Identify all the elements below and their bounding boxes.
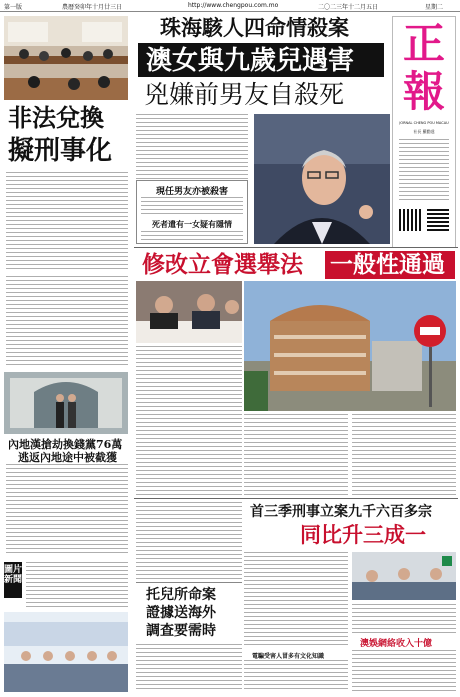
bottom-right-body: [352, 604, 456, 634]
weekday: 星期二: [425, 4, 444, 11]
side-story-body: [6, 464, 128, 556]
side-story-headline[interactable]: 內地漢搶劫換錢黨76萬: [8, 438, 123, 451]
banner-headline-left[interactable]: 修改立會選舉法: [142, 251, 303, 278]
bottom-center-body: [136, 644, 242, 692]
crime-body-left: [136, 502, 242, 580]
box-story-title: 現任男友亦被殺害: [155, 187, 228, 197]
banner-headline-right[interactable]: 一般性通過: [330, 251, 445, 278]
lunar-date: 農曆癸卯年十月廿三日: [62, 4, 123, 11]
box-story[interactable]: [136, 180, 248, 244]
mid-body-3: [352, 414, 456, 496]
crime-body-mid: [244, 552, 348, 648]
page-label: 第一版: [4, 4, 23, 11]
bottom-right-body-2: [352, 650, 456, 692]
side-story-subheadline[interactable]: 逃返內地途中被截獲: [18, 451, 117, 464]
box-story-subtitle: 死者遺有一女疑有隱情: [152, 219, 232, 229]
footer-note[interactable]: 電騙受害人冒多有文化知識: [252, 653, 325, 660]
meeting-photo: [4, 16, 128, 100]
masthead-sub: JORNAL CHENG POU MACAU: [399, 121, 449, 125]
box-story-body: [141, 197, 243, 217]
qr-code-icon[interactable]: [399, 209, 421, 231]
masthead-info: [399, 139, 449, 203]
divider: [136, 582, 242, 583]
issue-date: 二〇二三年十二月五日: [318, 4, 379, 11]
photo-news-body: [26, 562, 128, 610]
council-building-photo: [244, 281, 456, 411]
bottom-headline-3[interactable]: 調查要需時: [146, 623, 216, 639]
masthead-char-1: 正: [402, 19, 445, 68]
top-bar: [0, 0, 460, 12]
masthead-small: 社長 羅勤達: [413, 129, 435, 134]
official-portrait: [254, 114, 390, 244]
mid-body-2: [244, 414, 348, 496]
site-url[interactable]: http://www.chengpou.com.mo: [188, 2, 279, 9]
street-photo: [4, 372, 128, 434]
divider: [134, 247, 458, 248]
mid-body: [136, 346, 242, 496]
council-photo: [136, 281, 242, 343]
bottom-right-headline[interactable]: 澳娛網絡收入十億: [360, 639, 433, 649]
lead-headline[interactable]: 澳女與九歲兒遇害: [146, 46, 355, 76]
box-story-body-2: [141, 231, 243, 243]
masthead-char-2: 報: [402, 67, 445, 116]
lead-kicker[interactable]: 珠海駭人四命情殺案: [160, 15, 349, 40]
crime-stats-subheadline[interactable]: 同比升三成一: [300, 522, 426, 547]
lead-subheadline[interactable]: 兇嫌前男友自殺死: [144, 80, 345, 109]
bottom-headline-1[interactable]: 托兒所命案: [146, 587, 216, 603]
divider: [134, 498, 458, 499]
left-story-body: [6, 172, 128, 272]
masthead-box: [392, 16, 456, 248]
bottom-headline-2[interactable]: 證據送海外: [146, 605, 216, 621]
qr-code-icon[interactable]: [427, 209, 449, 231]
left-story-headline-top[interactable]: 非法兌換: [8, 103, 104, 132]
bottom-mid-body: [244, 660, 348, 692]
ceremony-photo: [4, 612, 128, 692]
photo-news-label: 圖片新聞: [4, 562, 22, 598]
police-photo: [352, 552, 456, 600]
left-story-body-2: [6, 276, 128, 368]
crime-stats-headline[interactable]: 首三季刑事立案九千六百多宗: [250, 504, 432, 520]
left-story-headline-bottom[interactable]: 擬刑事化: [8, 136, 113, 166]
